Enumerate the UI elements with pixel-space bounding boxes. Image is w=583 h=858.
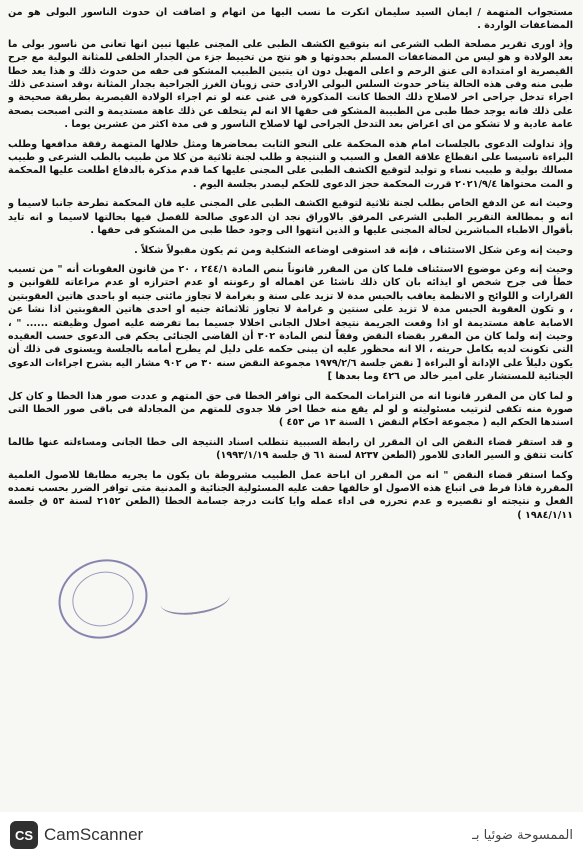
camscanner-footer: [0, 812, 583, 858]
paragraph-forensic-report: وإذ اورى تقرير مصلحة الطب الشرعى انه بتوقيع الكشف الطبى على المجنى عليها تبين انها تعانى من ناسور بولى ما بعد الولادة و هو ليس من المضاعفات المسلم بحدوثها و هو نتج من تخييط جزء من الجدار الخلفى للمثانة البولية مع جرح القيصرية او امتدادة الى عنق الرحم و اعلى المهبل دون ان يتبين الطبيب المشكو فى حقه من حدوث ذلك و هذا يعد خطا طبى منه وفى هذه الحالة يتاخر حدوث السلس البولى الارادى حتى زوبان الغرز الجراحية بجدار المثانة ،وقد استدعى ذلك اجراء تدخل جراحى اخر لاصلاح ذلك الخطا كانت المذكورة فى غنى عنه لو تم اجراء الولادة القيصرية بطريقة صحيحة و على ذلك فانه يوجد خطا طبى من الطبيبة المشكو فى حقها الا انه لم يتخلف عن ذلك عاهة مستديمة و التى اصبحت بصحة عامة عادية و لا تشكو من اى اعراض بعد التدخل الجراحى لها لاصلاح الناسور و فى مدة اكثر من عشرين يوما .: [8, 38, 573, 131]
paragraph-appeal-form: وحيث إنه وعن شكل الاستئناف ، فإنه قد استوفى اوضاعه الشكلية ومن ثم يكون مقبولاً شكلاً .: [134, 244, 573, 256]
camscanner-logo-icon: CS: [10, 821, 38, 849]
camscanner-name: CamScanner: [44, 825, 144, 844]
paragraph-causation: و قد استقر قضاء النقض الى ان المقرر ان رابطة السببية تتطلب اسناد النتيجة الى خطا الجانى ومساءلته عنها طالما كانت تتفق و السير العادى للامور (الطعن ٨٢٣٧ لسنة ٦١ ق جلسة ١٩٩٣/١/١٩): [8, 436, 573, 462]
document-body: [8, 6, 573, 806]
scanned-with-label: الممسوحة ضوئيا بـ: [472, 827, 573, 843]
camscanner-brand: [10, 821, 143, 849]
paragraph-medical-practice: وكما استقر قضاء النقض " انه من المقرر ان اباحة عمل الطبيب مشروطة بان يكون ما يجريه مطابقا للاصول العلمية المقررة فاذا فرط فى اتباع هذه الاصول او خالفها حقت عليه المسئولية الجنائية و المدنية متى توافر الضرر بحسب تعمده الفعل و نتيجته او تقصيره و عدم تحرزه فى اداء عمله وايا كانت درجة جسامة الخطا (الطعن ٢١٥٢ لسنة ٥٣ ق جلسة ١٩٨٤/١/١١ ): [8, 469, 573, 521]
paragraph-committee-request: وحيث انه عن الدفع الخاص بطلب لجنة ثلاثية لتوقيع الكشف الطبى على المجنى عليه فان المحكمة تطرحة جانبا لاسيما و انه و بمطالعة التقرير الطبى الشرعى المرفق بالاوراق نجد ان الدعوى صالحة للفصل فيها بحالتها لاسيما و انه تايد بأقوال الاطباء المباشرين لحالة المجنى عليها و الذين انتهوا الى وجود خطا طبى من المشكو فى حقها .: [8, 198, 573, 237]
paragraph-defendant-statement: مستجواب المتهمة / ايمان السيد سليمان انكرت ما نسب اليها من اتهام و اضافت ان حدوث الناسور البولى هو من المضاعفات الواردة .: [8, 7, 573, 32]
paragraph-appeal-merits: وحيث إنه وعن موضوع الاستئناف فلما كان من المقرر قانوناً بنص المادة ٢٤٤/١ ، ٢٠ من قانون العقوبات أنه " من تسبب خطأ فى جرح شخص او ايذائه بان كان ذلك ناشئا عن اهماله او رعونته او عدم احترازه او عدم مراعاته للقوانين و القرارات و اللوائح و الانظمة يعاقب بالحبس مدة لا تزيد على سنة و بغرامة لا تجاوز مائتى جنيه او باحدى هاتين العقوبتين ، و تكون العقوبة الحبس مدة لا تزيد على سنتين و غرامة لا تجاوز ثلاثمائة جنيه او احدى هاتين العقوبتين اذا نشا عن الاصابة عاهة مستديمة او اذا وقعت الجريمة نتيجة اخلال الجانى اخلالا جسيما بما تفرضه عليه اصول وظيفته ...... " ، وحيث إنه ولما كان من المقرر بقضاء النقض وفقاً لنص المادة ٣٠٢ أن القاضى الجنائى يحكم فى الدعوى حسب العقيده التى تكونت لديه بكامل حريته ، الا انه محظور عليه ان يبنى حكمه على دليل لم يطرح أمامه بالجلسة ويستوى فى ذلك أن يكون دليلاً على الإدانة أو البراءة [ نقض جلسة ١٩٧٩/٢/٦ مجموعة النقض سنه ٣٠ ص ٩٠٢ مشار اليه بشرح اجراءات الدعوى الجنائية للمستشار على امير خالد ص ٤٢٦ وما بعدها ]: [8, 263, 573, 383]
paragraph-fault-images: و لما كان من المقرر قانونا انه من التزامات المحكمة الى توافر الخطا فى حق المتهم و عددت صور هذا الخطا و كان كل صورة منه تكفى لترتيب مسئوليته و لو لم يقع منه خطا اخر فلا جدوى للمتهم من المجادلة فى باقى صور الخطا التى اسندها الحكم اليه ( مجموعة احكام النقض ١ السنة ١٣ ص ٤٥٣ ): [8, 390, 573, 429]
paragraph-court-sessions: وإذ تداولت الدعوى بالجلسات امام هذه المحكمة على النحو الثابت بمحاضرها ومثل خلالها المتهمة رفقة مدافعها وطلب البراءة تاسيسا على انقطاع علاقة الفعل و السبب و النتيجة و طلب لجنة ثلاثية من كلا من طبيب بالطب الشرعى و طبيب مسالك بولية و طبيب نساء و توليد لتوقيع الكشف الطبى على المجنى عليها كما قدم مذكرة بالدفاع اطلعت عليها المحكمة و المت محتواها ٢٠٢١/٩/٤ قررت المحكمة حجز الدعوى للحكم ليصدر بجلسة اليوم .: [8, 138, 573, 190]
